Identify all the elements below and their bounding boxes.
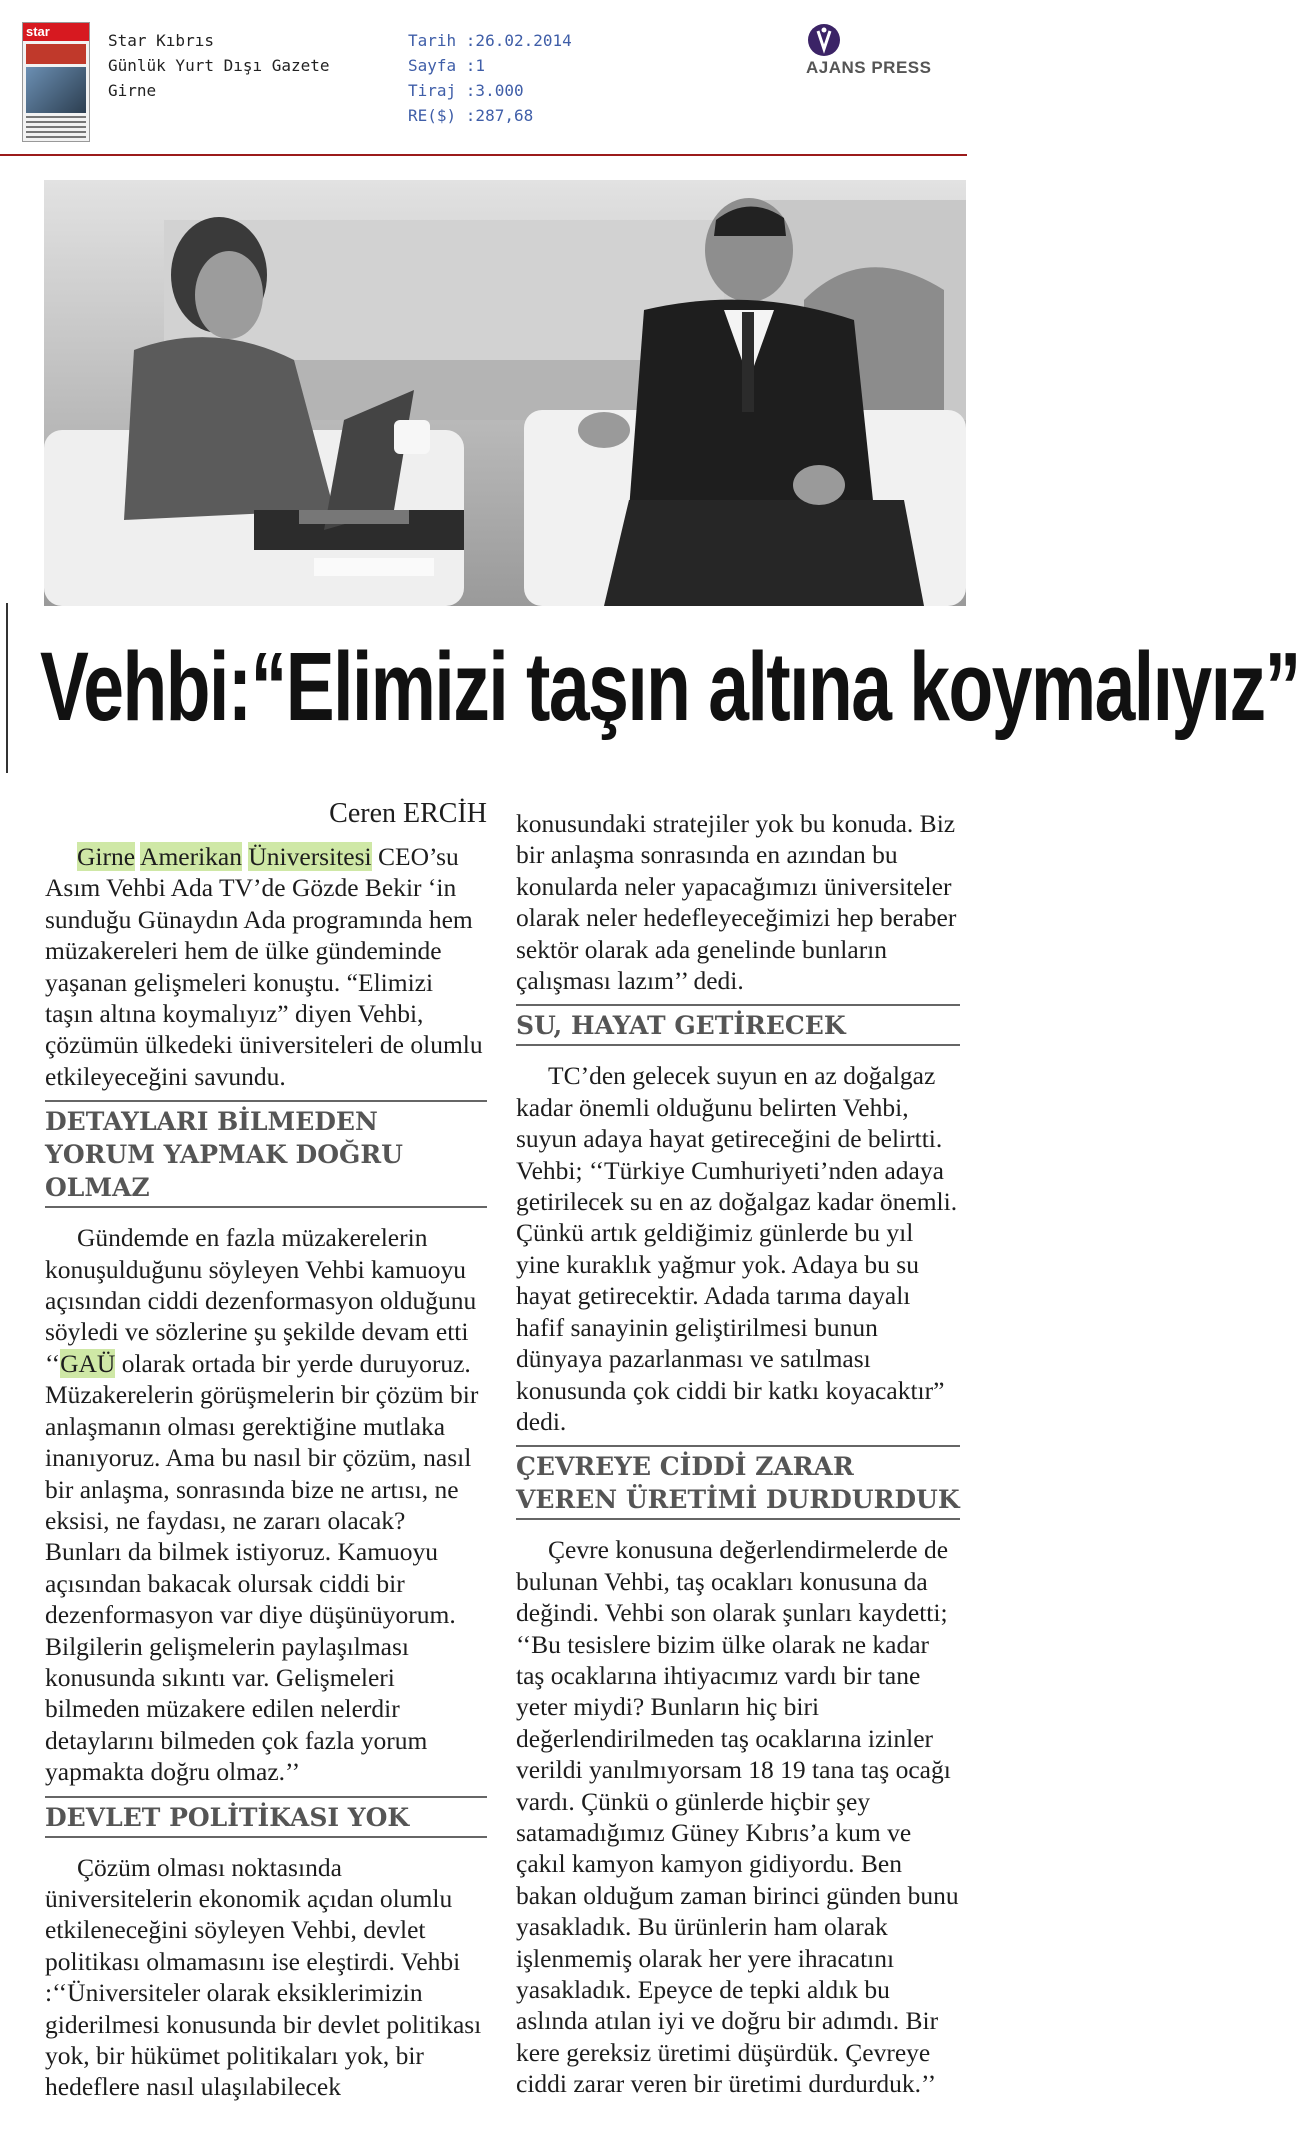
clipping-ad-value: RE($) :287,68 — [408, 106, 534, 125]
highlight-universitesi: Üniversitesi — [248, 842, 372, 871]
article-paragraph-3: Çözüm olması noktasında üniversitelerin ekonomik açıdan olumlu etkileneceğini söyleyen Vehbi, devlet politikası olmamasını ise eleştirdi. Vehbi :‘‘Üniversiteler olarak eksiklerimizin giderilmesi konusunda bir devlet politikası yok, bir hükümet politikaları yok, bir hedeflere nasıl ulaşılabilecek — [45, 1852, 482, 2102]
highlight-gau: GAÜ — [60, 1348, 116, 1378]
clipping-date: Tarih :26.02.2014 — [408, 31, 572, 50]
ajans-press-logo — [806, 22, 946, 82]
article-paragraph-3-continued: konusundaki stratejiler yok bu konuda. Biz bir anlaşma sonrasında en azından bu konularda neler yapacağımızı üniversiteler olarak neler hedefleyeceğimizi hep beraber sektör olarak ada genelinde bunların çalışması lazım’’ dedi. — [516, 809, 957, 996]
paragraph-2-start: Gündemde en fazla müzakerelerin konuşulduğunu söyleyen Vehbi kamuoyu açısından ciddi dezenformasyon olduğunu söyledi ve sözlerine şu şekilde devam etti ‘‘ — [45, 1223, 477, 1378]
margin-mark — [6, 603, 8, 773]
article-paragraph-5: Çevre konusuna değerlendirmelerde de bulunan Vehbi, taş ocakları konusuna da değindi. Vehbi son olarak şunları kaydetti; ‘‘Bu tesislere bizim ülke olarak ne kadar taş ocaklarına ihtiyacımız vardı bir tane yeter miydi? Bunların hiç biri değerlendirilmeden taş ocaklarına izinler verildi yanılmıyorsam 18 19 tana taş ocağı vardı. Çünkü o günlerde hiçbir şey satamadığımız Güney Kıbrıs’a kum ve çakıl kamyon kamyon gidiyordu. Ben bakan olduğum zaman birinci günden bunu yasakladık. Bu ürünlerin ham olarak işlenmemiş olarak her yere ihracatını yasakladık. Epeyce de tepki aldık bu aslında atılan iyi ve doğru bir adımdı. Bir kere gereksiz üretimi düşürdük. Çevreye ciddi zarar veren bir üretimi durdurduk.’’ — [516, 1535, 959, 2099]
article-column-right — [516, 808, 960, 2100]
clipping-header — [0, 0, 967, 156]
article-byline: Ceren ERCİH — [329, 798, 487, 829]
subheading-cevreye-zarar: ÇEVREYE CİDDİ ZARAR VEREN ÜRETİMİ DURDURDUK — [516, 1445, 960, 1520]
clipping-page: Sayfa :1 — [408, 56, 486, 75]
ajans-press-logo-text: AJANS PRESS — [806, 58, 932, 77]
thumbnail-text-lines — [26, 116, 86, 138]
newspaper-thumbnail[interactable] — [22, 22, 90, 142]
clipping-circulation: Tiraj :3.000 — [408, 81, 524, 100]
intro-text: CEO’su Asım Vehbi Ada TV’de Gözde Bekir ‘in sunduğu Günaydın Ada programında hem müzakereleri hem de ülke gündeminde yaşanan gelişmeleri konuştu. “Elimizi taşın altına koymalıyız” diyen Vehbi, çözümün ülkedeki üniversiteleri de olumlu etkileyeceğini savundu. — [45, 842, 483, 1091]
header-divider — [0, 154, 967, 156]
subheading-su-hayat: SU, HAYAT GETİRECEK — [516, 1004, 960, 1046]
highlight-girne: Girne — [77, 842, 136, 871]
article-paragraph-4: TC’den gelecek suyun en az doğalgaz kadar önemli olduğunu belirten Vehbi, suyun adaya hayat getireceğini de belirtti. Vehbi; ‘‘Türkiye Cumhuriyeti’nden adaya getirilecek su en az doğalgaz kadar önemli. Çünkü artık geldiğimiz günlerde bu yıl yine kuraklık yağmur yok. Adaya bu su hayat getirecektir. Adada tarıma dayalı hafif sanayinin geliştirilmesi bunun dünyaya pazarlanması ve satılması konusunda çok ciddi bir katkı koyacaktır” dedi. — [516, 1061, 958, 1436]
subheading-detaylari: DETAYLARI BİLMEDEN YORUM YAPMAK DOĞRU OLMAZ — [45, 1100, 487, 1208]
tv-studio-photo — [44, 180, 966, 606]
thumbnail-masthead: star — [23, 23, 89, 41]
thumbnail-headline-block — [26, 44, 86, 64]
article-column-left — [45, 795, 487, 2103]
newspaper-name: Star Kıbrıs — [108, 31, 214, 50]
newspaper-type: Günlük Yurt Dışı Gazete — [108, 56, 330, 75]
thumbnail-photo — [26, 67, 86, 113]
article-headline: Vehbi:“Elimizi taşın altına koymalıyız” — [40, 632, 1300, 741]
article-intro-paragraph — [45, 841, 487, 1092]
newspaper-city: Girne — [108, 81, 157, 100]
paragraph-2-rest: olarak ortada bir yerde duruyoruz. Müzakerelerin görüşmelerin bir çözüm bir anlaşmanın olması gerektiğine mutlaka inanıyoruz. Ama bu nasıl bir çözüm, nasıl bir anlaşma, sonrasında bize ne artısı, ne eksisi, ne faydası, ne zararı olacak? Bunları da bilmek istiyoruz. Kamuoyu açısından bakacak olursak ciddi bir dezenformasyon var diye düşünüyorum. Bilgilerin gelişmelerin paylaşılması konusunda sıkıntı var. Gelişmeleri bilmeden müzakere edilen nelerdir detaylarını bilmeden çok fazla yorum yapmakta doğru olmaz.’’ — [45, 1348, 479, 1787]
publication-info — [108, 28, 330, 103]
ajans-press-logo-icon — [806, 22, 842, 58]
highlight-amerikan: Amerikan — [140, 842, 242, 871]
subheading-devlet-politikasi: DEVLET POLİTİKASI YOK — [45, 1796, 487, 1838]
clipping-stats — [408, 28, 572, 128]
article-paragraph-2 — [45, 1222, 487, 1787]
article-photo — [44, 180, 966, 606]
